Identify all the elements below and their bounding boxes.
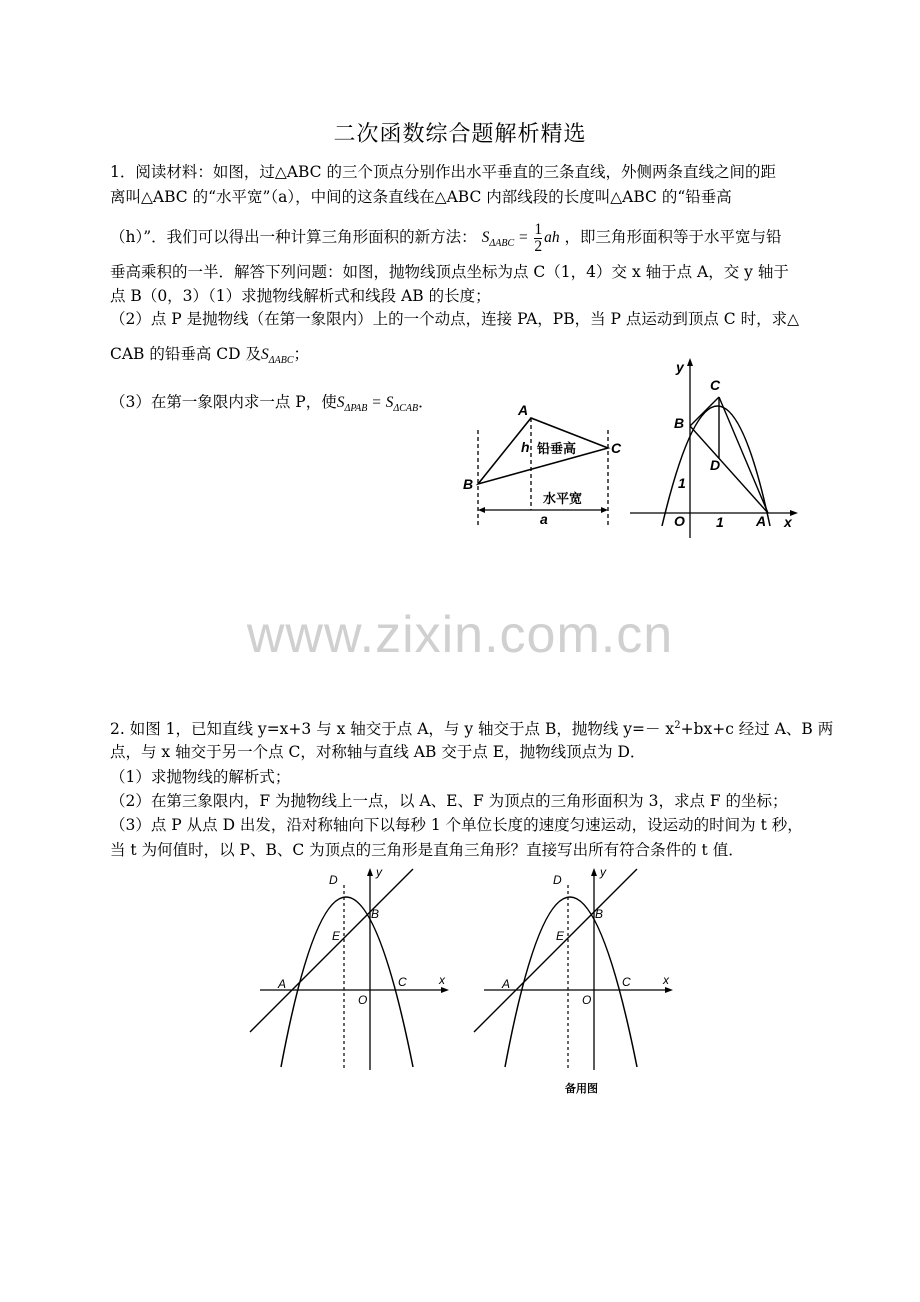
label-e-point: E [332, 929, 341, 943]
q2-line-2: 点，与 x 轴交于另一个点 C，对称轴与直线 AB 交于点 E，抛物线顶点为 D． [110, 743, 646, 761]
q1-line-8 [110, 392, 434, 419]
label-a-point: A [756, 513, 767, 529]
label-y-one: 1 [678, 475, 686, 491]
parabola-figure-2 [245, 862, 455, 1074]
q2-line-6: 当 t 为何值时，以 P、B、C 为顶点的三角形是直角三角形？直接写出所有符合条件的 t 值． [110, 841, 744, 859]
q2-line-1a: 2. 如图 1，已知直线 y=x+3 与 x 轴交于点 A，与 y 轴交于点 B，抛物线 y=－ x [110, 720, 675, 739]
q1-line-8b: ． [418, 393, 434, 411]
q2-line-3: （1）求抛物线的解析式； [110, 768, 291, 786]
label-d-vertex: D [329, 873, 338, 887]
label-a-intercept: A [502, 977, 511, 991]
parabola-figure-1 [628, 348, 803, 540]
label-a-vertex: A [518, 402, 529, 418]
label-b-vertex: B [463, 476, 474, 492]
label-a-intercept: A [278, 977, 287, 991]
q1-line-4: 垂高乘积的一半．解答下列问题：如图，抛物线顶点坐标为点 C（1，4）交 x 轴于点 A，交 y 轴于 [110, 263, 789, 281]
label-e-point: E [556, 929, 565, 943]
q2-line-5: （3）点 P 从点 D 出发，沿对称轴向下以每秒 1 个单位长度的速度匀速运动，设运动的时间为 t 秒， [110, 816, 803, 834]
label-d-vertex: D [553, 873, 562, 887]
label-b-intercept: B [371, 907, 380, 921]
q2-exponent: 2 [674, 720, 681, 731]
q2-line-1b: +bx+c 经过 A、B 两 [680, 720, 834, 739]
label-y-axis: y [600, 865, 606, 879]
label-origin: O [582, 993, 592, 1007]
q2-line-4: （2）在第三象限内，F 为抛物线上一点，以 A、E、F 为顶点的三角形面积为 3，求点 F 的坐标； [110, 792, 788, 810]
label-a-width: a [540, 511, 548, 527]
q1-line-1: 1．阅读材料：如图，过△ABC 的三个顶点分别作出水平垂直的三条直线，外侧两条直线之间的距 [110, 163, 776, 181]
label-h: h [521, 439, 530, 455]
q1-line-7 [110, 344, 309, 371]
label-b-intercept: B [595, 907, 604, 921]
label-vertical-height: 铅垂高 [537, 441, 577, 456]
area-formula: $S_{\Delta ABC}$ = $\frac{1}{2}$ ah [481, 221, 560, 255]
q1-line-3b: ，即三角形面积等于水平宽与铅 [564, 228, 782, 247]
label-c-point: C [710, 377, 721, 393]
label-c-intercept: C [622, 975, 631, 989]
label-origin: O [358, 993, 368, 1007]
area-equation: $S_{\Delta PAB} = S_{\Delta CAB}$ [336, 394, 419, 414]
q1-line-8a: （3）在第一象限内求一点 P，使 [110, 393, 337, 411]
q1-line-3a: （h）”．我们可以得出一种计算三角形面积的新方法： [110, 228, 477, 247]
q1-line-3 [110, 222, 782, 255]
parabola-figure-3 [469, 862, 679, 1074]
label-horizontal-width: 水平宽 [543, 491, 583, 506]
label-origin: O [674, 513, 685, 529]
q1-line-7b: ； [293, 345, 310, 363]
label-x-axis: x [663, 973, 669, 987]
q1-line-6: （2）点 P 是抛物线（在第一象限内）上的一个动点，连接 PA，PB，当 P 点运动到顶点 C 时，求△ [110, 310, 800, 328]
label-c-intercept: C [398, 975, 407, 989]
label-x-one: 1 [716, 514, 724, 530]
q1-line-7a: CAB 的铅垂高 CD 及 [110, 345, 262, 363]
label-x-axis: x [784, 514, 792, 530]
label-c-vertex: C [611, 440, 622, 456]
q1-line-2: 离叫△ABC 的“水平宽”（a），中间的这条直线在△ABC 内部线段的长度叫△ABC 的“铅垂高 [110, 188, 732, 206]
watermark: www.zixin.com.cn [246, 606, 674, 664]
q2-line-1 [110, 716, 833, 739]
label-y-axis: y [676, 359, 684, 375]
label-d-point: D [710, 457, 721, 473]
label-x-axis: x [439, 973, 445, 987]
triangle-figure [455, 400, 630, 530]
backup-figure-caption: 备用图 [565, 1083, 598, 1095]
label-b-point: B [674, 415, 685, 431]
q1-line-5: 点 B（0，3）（1）求抛物线解析式和线段 AB 的长度； [110, 287, 491, 305]
label-y-axis: y [376, 865, 382, 879]
page-title: 二次函数综合题解析精选 [333, 122, 587, 147]
area-abc: $S_{\Delta ABC}$ [261, 346, 294, 366]
